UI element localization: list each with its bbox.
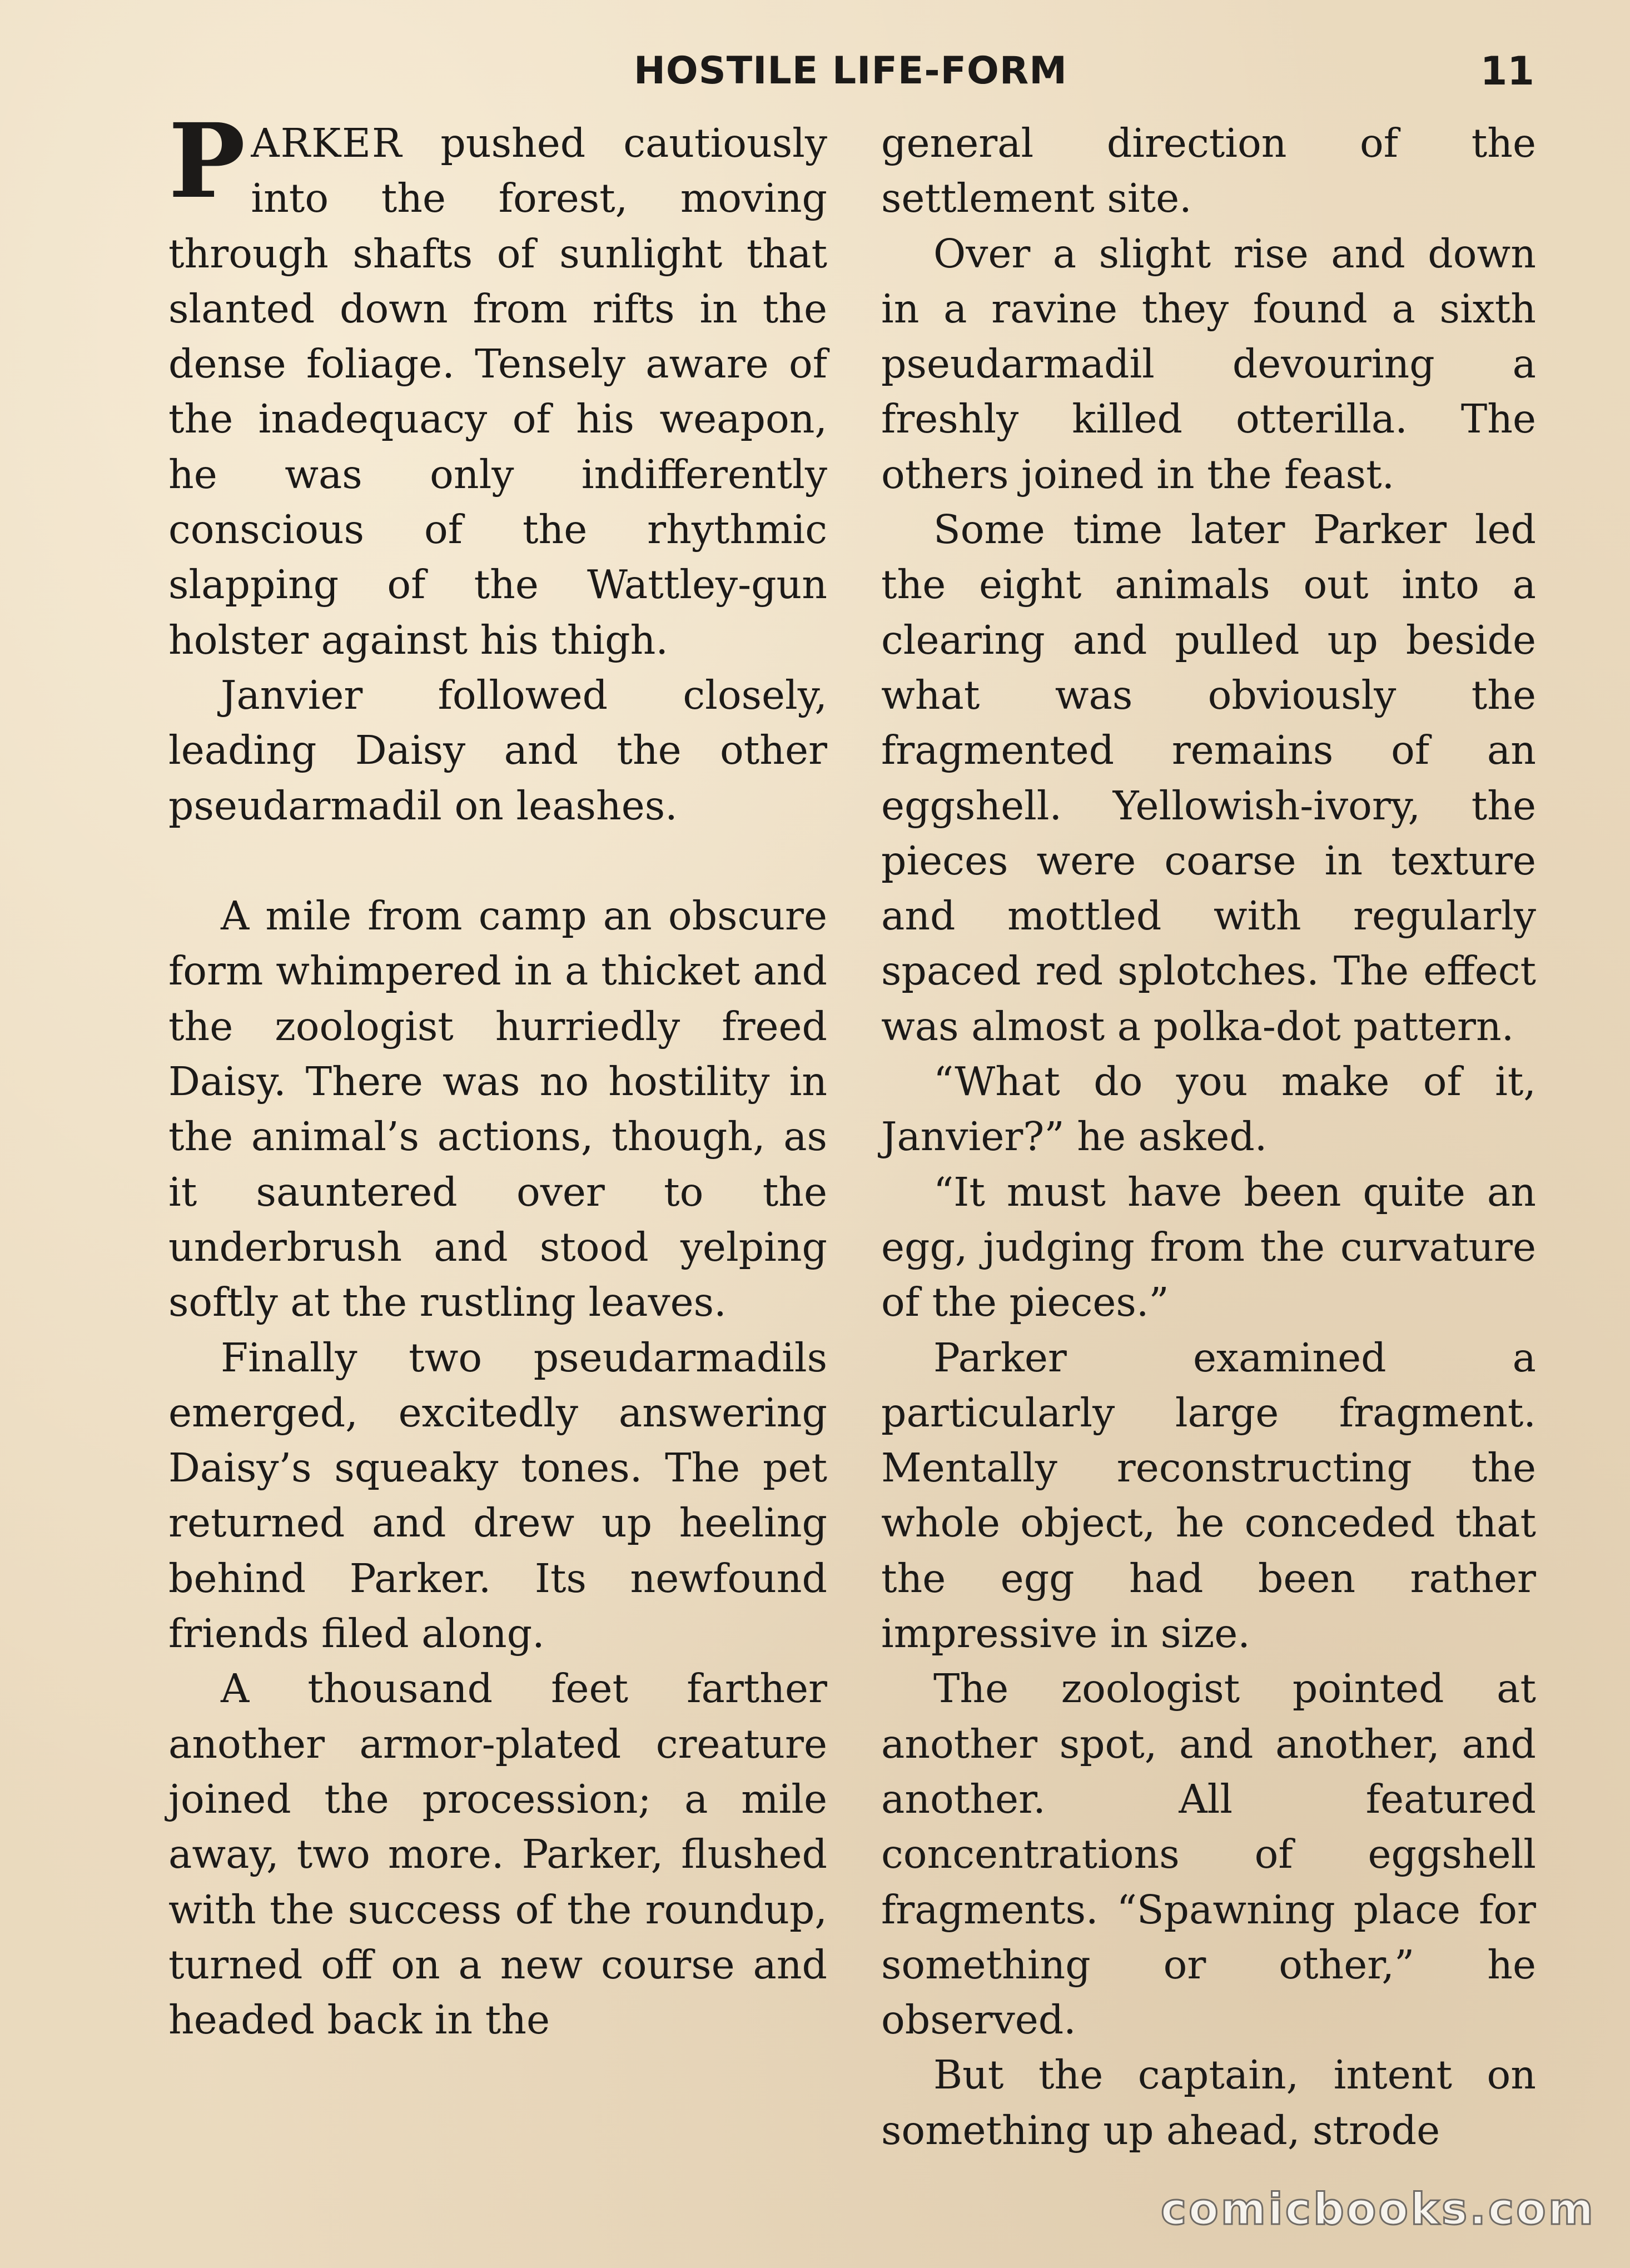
paragraph-5: A thousand feet farther another armor-plated creature joined the procession; a mile away, two more. Parker, flushed with the success of the roundup, turned off on a new course and headed back in the [168, 1665, 827, 2043]
paragraph-2: Over a slight rise and down in a ravine they found a sixth pseudarmadil devouring a freshly killed otterilla. The others joined in the feast. [881, 230, 1536, 498]
paragraph-3: A mile from camp an obscure form whimpered in a thicket and the zoologist hurriedly freed Daisy. There was no hostility in the animal’s actions, though, as it sauntered over to the underbrush and stood yelping softly at the rustling leaves. [168, 893, 827, 1326]
paragraph-1: general direction of the settlement site. [881, 120, 1536, 222]
paragraph-5: “It must have been quite an egg, judging from the curvature of the pieces.” [881, 1168, 1536, 1326]
page-number: 11 [1480, 48, 1534, 94]
left-column [168, 101, 827, 2047]
opening-smallcaps: ARKER [251, 120, 403, 166]
paragraph-4: Finally two pseudarmadils emerged, excitedly answering Daisy’s squeaky tones. The pet returned and drew up heeling behind Parker. Its newfound friends filed along. [168, 1334, 827, 1657]
paragraph-2: Janvier followed closely, leading Daisy and the other pseudarmadil on leashes. [168, 672, 827, 829]
right-column [881, 116, 1536, 2158]
paragraph-7: The zoologist pointed at another spot, and another, and another. All featured concentrations of eggshell fragments. “Spawning place for something or other,” he observed. [881, 1665, 1536, 2043]
running-head [0, 43, 1630, 99]
paragraph-1-text: pushed cautiously into the forest, moving through shafts of sunlight that slanted down from rifts in the dense foliage. Tensely aware of the inadequacy of his weapon, he was only indifferently conscious of the rhythmic slapping of the Wattley-gun holster against his thigh. [168, 120, 827, 663]
drop-cap: P [168, 101, 246, 221]
paragraph-8: But the captain, intent on something up ahead, strode [881, 2052, 1536, 2153]
paragraph-1 [168, 101, 827, 668]
watermark-logo: comicbooks.com [1160, 2185, 1596, 2235]
paragraph-3: Some time later Parker led the eight animals out into a clearing and pulled up beside what was obviously the fragmented remains of an eggshell. Yellowish-ivory, the pieces were coarse in texture and mottled with regularly spaced red splotches. The effect was almost a polka-dot pattern. [881, 506, 1536, 1050]
running-title: HOSTILE LIFE-FORM [634, 49, 1067, 93]
paragraph-6: Parker examined a particularly large fragment. Mentally reconstructing the whole object, he conceded that the egg had been rather impressive in size. [881, 1334, 1536, 1657]
paragraph-4: “What do you make of it, Janvier?” he asked. [881, 1058, 1536, 1160]
